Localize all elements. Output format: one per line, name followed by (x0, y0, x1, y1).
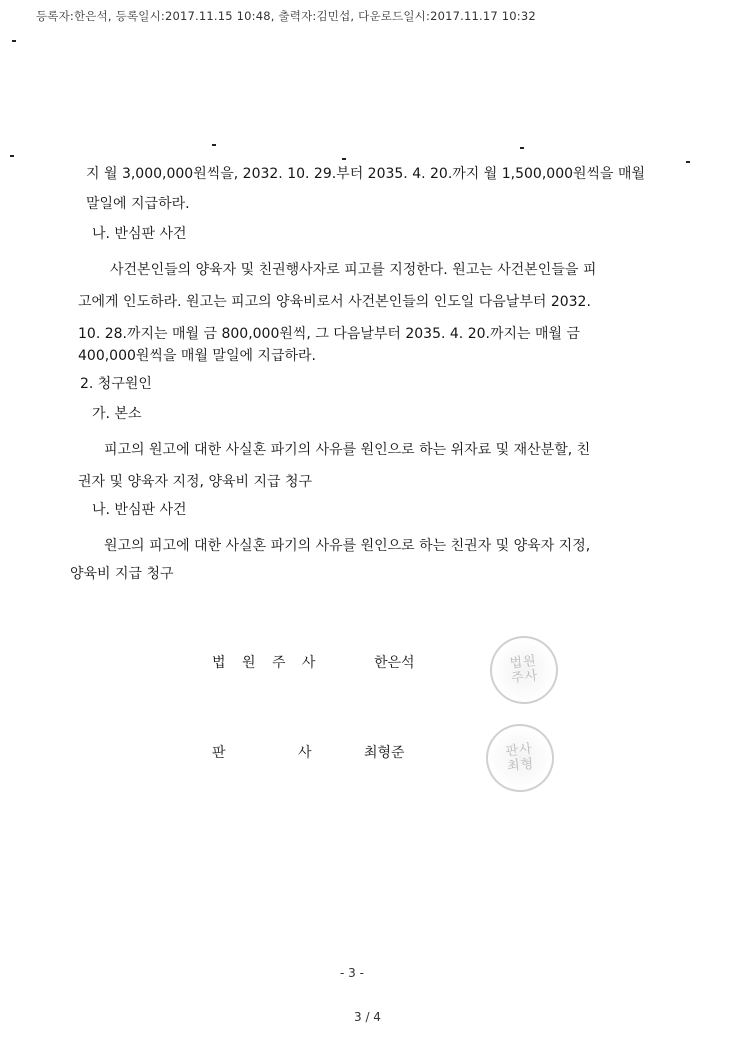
body-line: 지 월 3,000,000원씩을, 2032. 10. 29.부터 2035. 4. 20.까지 월 1,500,000원씩을 매월 (86, 166, 646, 182)
section-heading: 나. 반심판 사건 (92, 502, 187, 518)
section-heading: 나. 반심판 사건 (92, 226, 187, 242)
clerk-seal (487, 633, 562, 708)
body-line: 사건본인들의 양육자 및 친권행사자로 피고를 지정한다. 원고는 사건본인들을 피 (110, 262, 597, 278)
body-line: 400,000원씩을 매월 말일에 지급하라. (78, 348, 316, 364)
clerk-seal-text: 법원주사 (508, 653, 540, 687)
scan-speck (212, 144, 216, 146)
scan-speck (342, 158, 346, 160)
clerk-name: 한은석 (374, 655, 415, 671)
page-marker: - 3 - (340, 966, 364, 980)
body-line: 피고의 원고에 대한 사실혼 파기의 사유를 원인으로 하는 위자료 및 재산분할, 친 (104, 442, 591, 458)
section-heading: 2. 청구원인 (80, 376, 152, 392)
judge-name: 최형준 (364, 745, 405, 761)
judge-seal-text: 판사최형 (504, 741, 536, 775)
scan-speck (520, 147, 524, 149)
scan-speck (686, 161, 690, 163)
body-line: 원고의 피고에 대한 사실혼 파기의 사유를 원인으로 하는 친권자 및 양육자 지정, (104, 538, 591, 554)
scan-speck (12, 40, 16, 42)
judge-seal (483, 721, 558, 796)
scan-speck (10, 155, 14, 157)
document-meta-header: 등록자:한은석, 등록일시:2017.11.15 10:48, 출력자:김민섭, 다운로드일시:2017.11.17 10:32 (36, 9, 536, 23)
judge-title-first: 판 (212, 745, 226, 761)
body-line: 고에게 인도하라. 원고는 피고의 양육비로서 사건본인들의 인도일 다음날부터 2032. (78, 294, 591, 310)
body-line: 10. 28.까지는 매월 금 800,000원씩, 그 다음날부터 2035. 4. 20.까지는 매월 금 (78, 326, 581, 342)
body-line: 양육비 지급 청구 (70, 566, 174, 582)
judge-title-second: 사 (298, 745, 312, 761)
section-heading: 가. 본소 (92, 406, 142, 422)
body-line: 말일에 지급하라. (86, 196, 190, 212)
body-line: 권자 및 양육자 지정, 양육비 지급 청구 (78, 474, 313, 490)
page-count: 3 / 4 (354, 1010, 381, 1024)
clerk-title: 법 원 주 사 (212, 655, 322, 671)
